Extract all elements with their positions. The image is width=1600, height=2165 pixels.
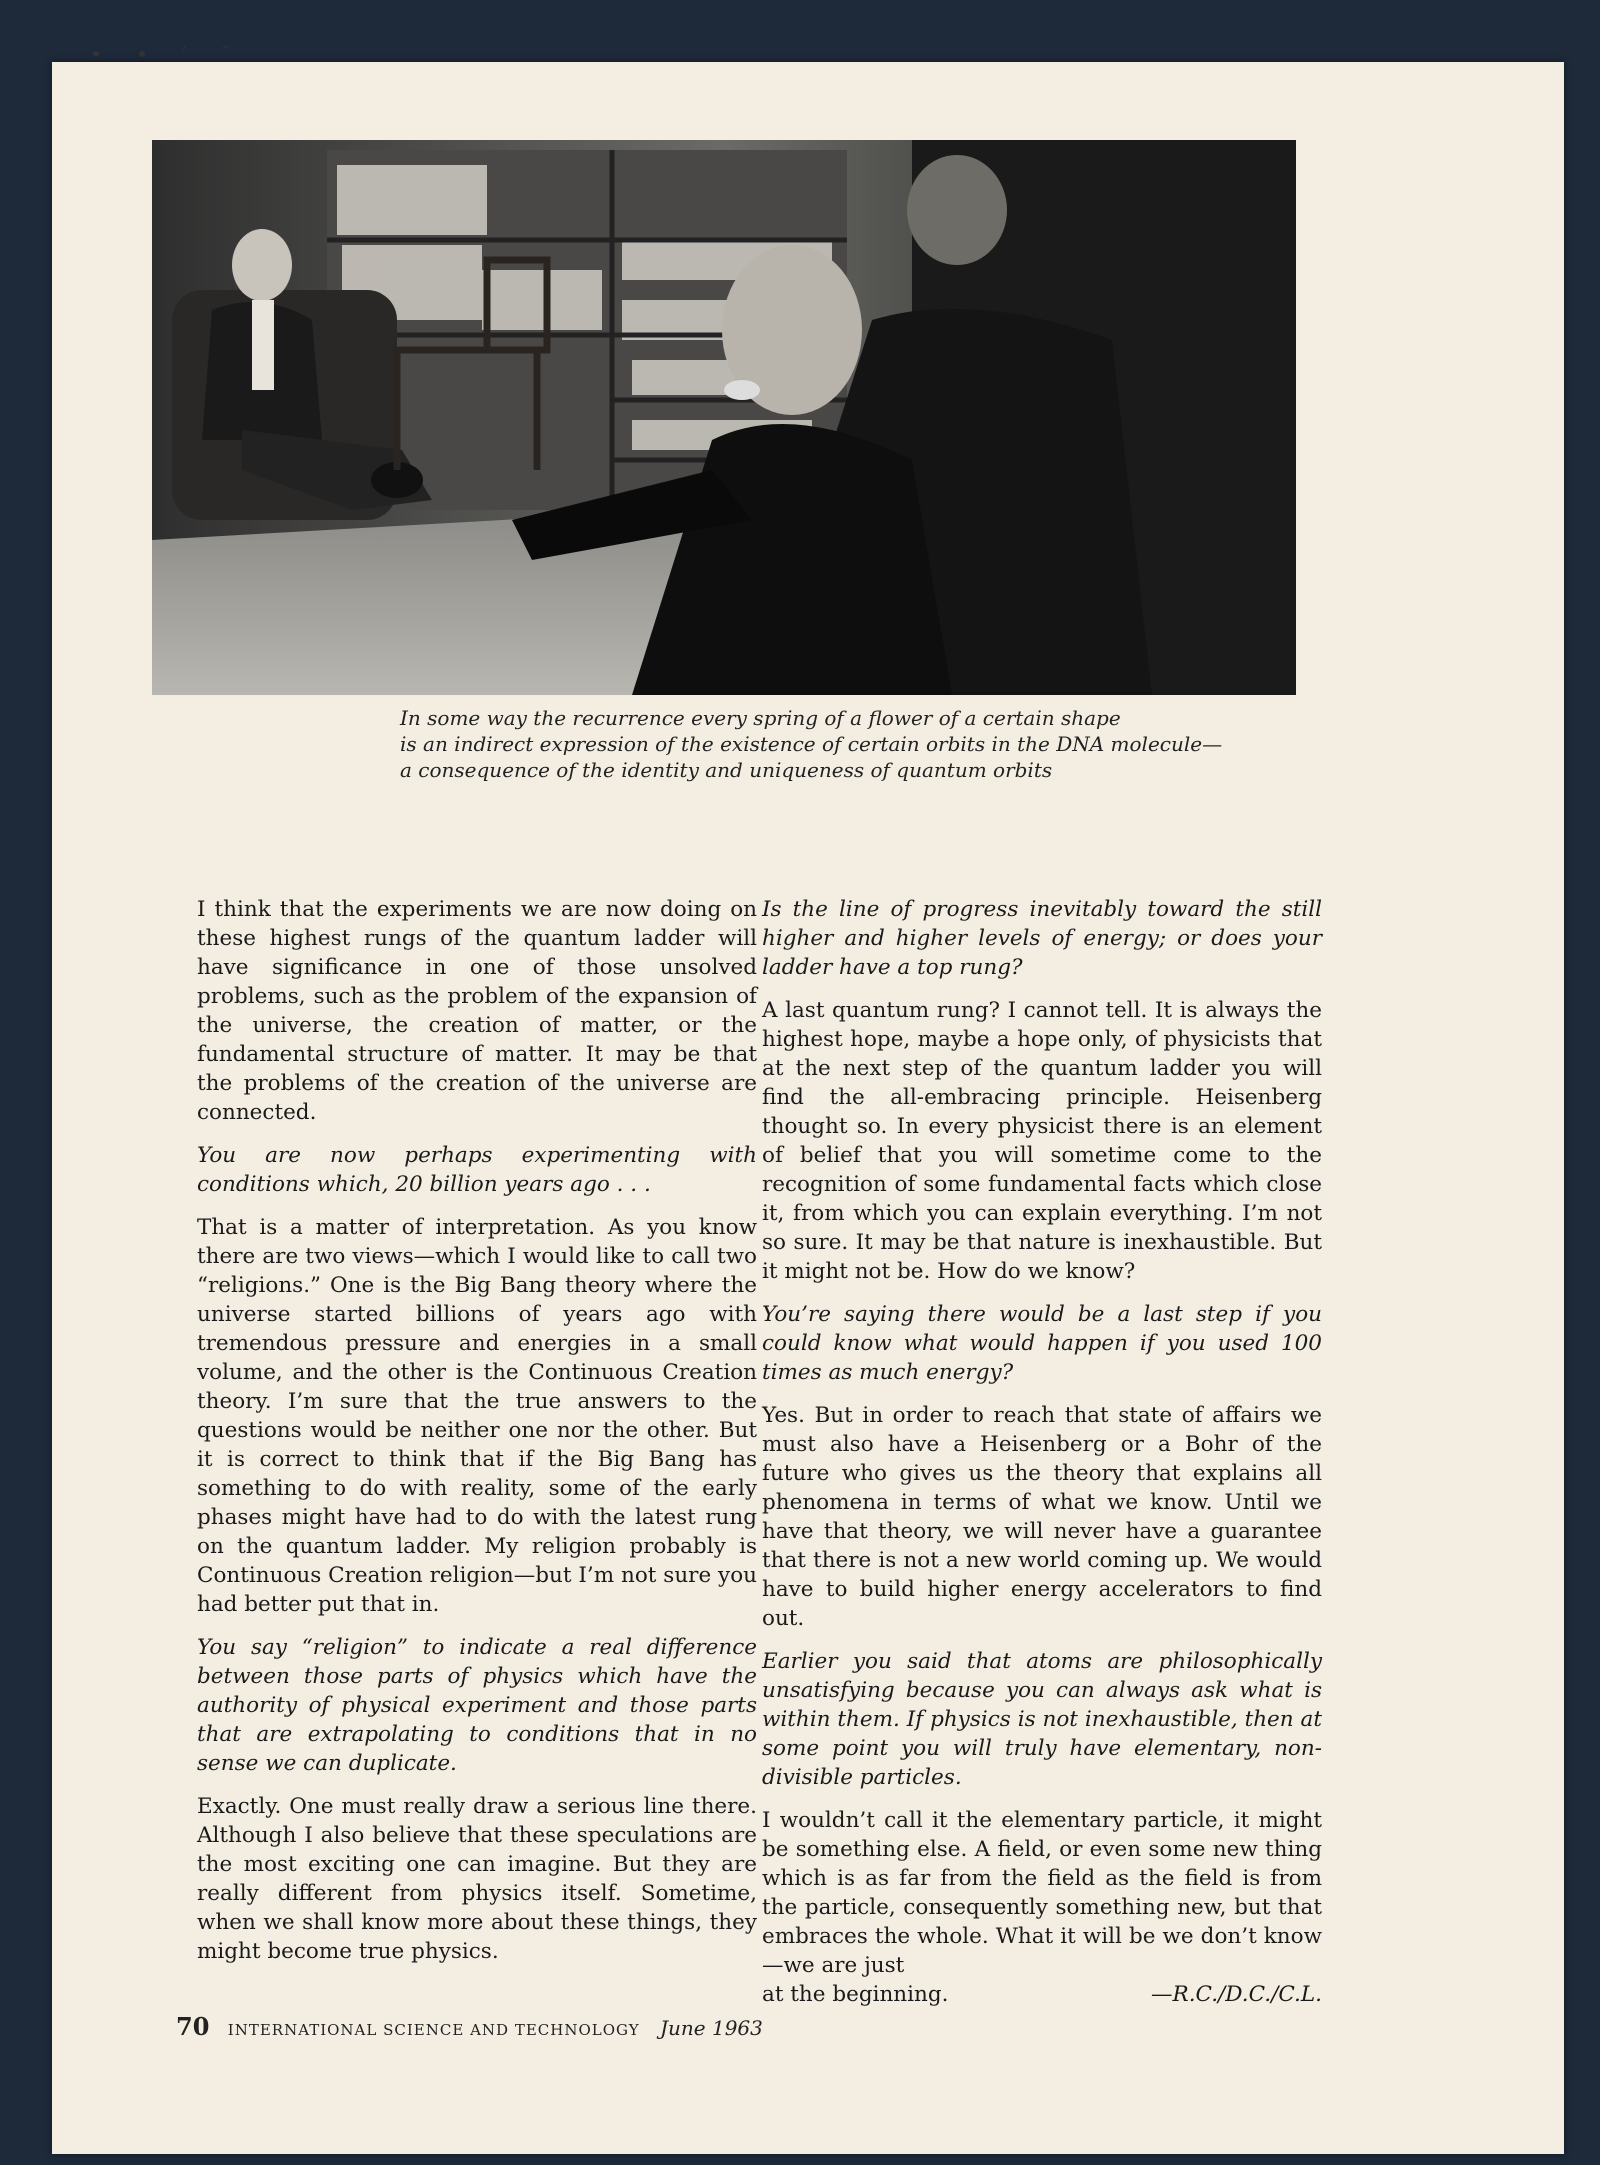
page-number: 70 — [176, 2012, 210, 2041]
closing-text: at the beginning. — [762, 1982, 949, 2007]
answer-paragraph: A last quantum rung? I cannot tell. It is always the highest hope, maybe a hope only, of physicists that at the next step of the quantum ladder you will find the all-embracing principle. Heisenberg thought so. In every physicist there is an element of belief that you will sometime come to the recognition of some fundamental facts which close it, from which you can explain everything. I’m not so sure. It may be that nature is inexhaustible. But it might not be. How do we know? — [762, 998, 1322, 1284]
right-column — [762, 895, 1322, 2009]
question-paragraph: Earlier you said that atoms are philosophically unsatisfying because you can always ask what is within them. If physics is not inexhaustible, then at some point you will truly have elementary, non-divisible particles. — [762, 1649, 1322, 1790]
caption-line: a consequence of the identity and uniqueness of quantum orbits — [400, 758, 1053, 782]
question-paragraph: Is the line of progress inevitably toward the still higher and higher levels of energy; or does your ladder have a top rung? — [762, 897, 1322, 980]
magazine-name: INTERNATIONAL SCIENCE AND TECHNOLOGY — [227, 2021, 640, 2039]
left-column — [197, 895, 757, 1980]
article-photo — [152, 140, 1296, 695]
answer-paragraph: Exactly. One must really draw a serious line there. Although I also believe that these speculations are the most exciting one can imagine. But they are really different from physics itself. Sometime, when we shall know more about these things, they might become true physics. — [197, 1794, 757, 1964]
answer-paragraph: That is a matter of interpretation. As you know there are two views—which I would like to call two “religions.” One is the Big Bang theory where the universe started billions of years ago with tremendous pressure and energies in a small volume, and the other is the Continuous Creation theory. I’m sure that the true answers to the questions would be neither one nor the other. But it is correct to think that if the Big Bang has something to do with reality, some of the early phases might have had to do with the latest rung on the quantum ladder. My religion probably is Continuous Creation religion—but I’m not sure you had better put that in. — [197, 1215, 757, 1617]
answer-paragraph: I think that the experiments we are now doing on these highest rungs of the quantum ladder will have significance in one of those unsolved problems, such as the problem of the expansion of the universe, the creation of matter, or the fundamental structure of matter. It may be that the problems of the creation of the universe are connected. — [197, 897, 757, 1125]
issue-date: June 1963 — [660, 2016, 763, 2040]
question-paragraph: You’re saying there would be a last step if you could know what would happen if you used 100 times as much energy? — [762, 1302, 1322, 1385]
photo-caption — [400, 705, 1320, 783]
answer-paragraph: I wouldn’t call it the elementary particle, it might be something else. A field, or even some new thing which is as far from the field as the field is from the particle, consequently something new, but that embraces the whole. What it will be we don’t know—we are just — [762, 1808, 1322, 1978]
corner-marks: • • ′ ˜ — [90, 42, 246, 66]
caption-line: In some way the recurrence every spring of a flower of a certain shape — [400, 706, 1121, 730]
caption-line: is an indirect expression of the existence of certain orbits in the DNA molecule— — [400, 732, 1223, 756]
question-paragraph: You are now perhaps experimenting with conditions which, 20 billion years ago . . . — [197, 1143, 757, 1197]
closing-line — [762, 1980, 1322, 2009]
author-signature: —R.C./D.C./C.L. — [1151, 1982, 1322, 2007]
page-footer — [176, 2012, 763, 2041]
answer-paragraph: Yes. But in order to reach that state of affairs we must also have a Heisenberg or a Bohr of the future who gives us the theory that explains all phenomena in terms of what we know. Until we have that theory, we will never have a guarantee that there is not a new world coming up. We would have to build higher energy accelerators to find out. — [762, 1403, 1322, 1631]
photo-image — [152, 140, 1296, 695]
question-paragraph: You say “religion” to indicate a real difference between those parts of physics which have the authority of physical experiment and those parts that are extrapolating to conditions that in no sense we can duplicate. — [197, 1635, 757, 1776]
